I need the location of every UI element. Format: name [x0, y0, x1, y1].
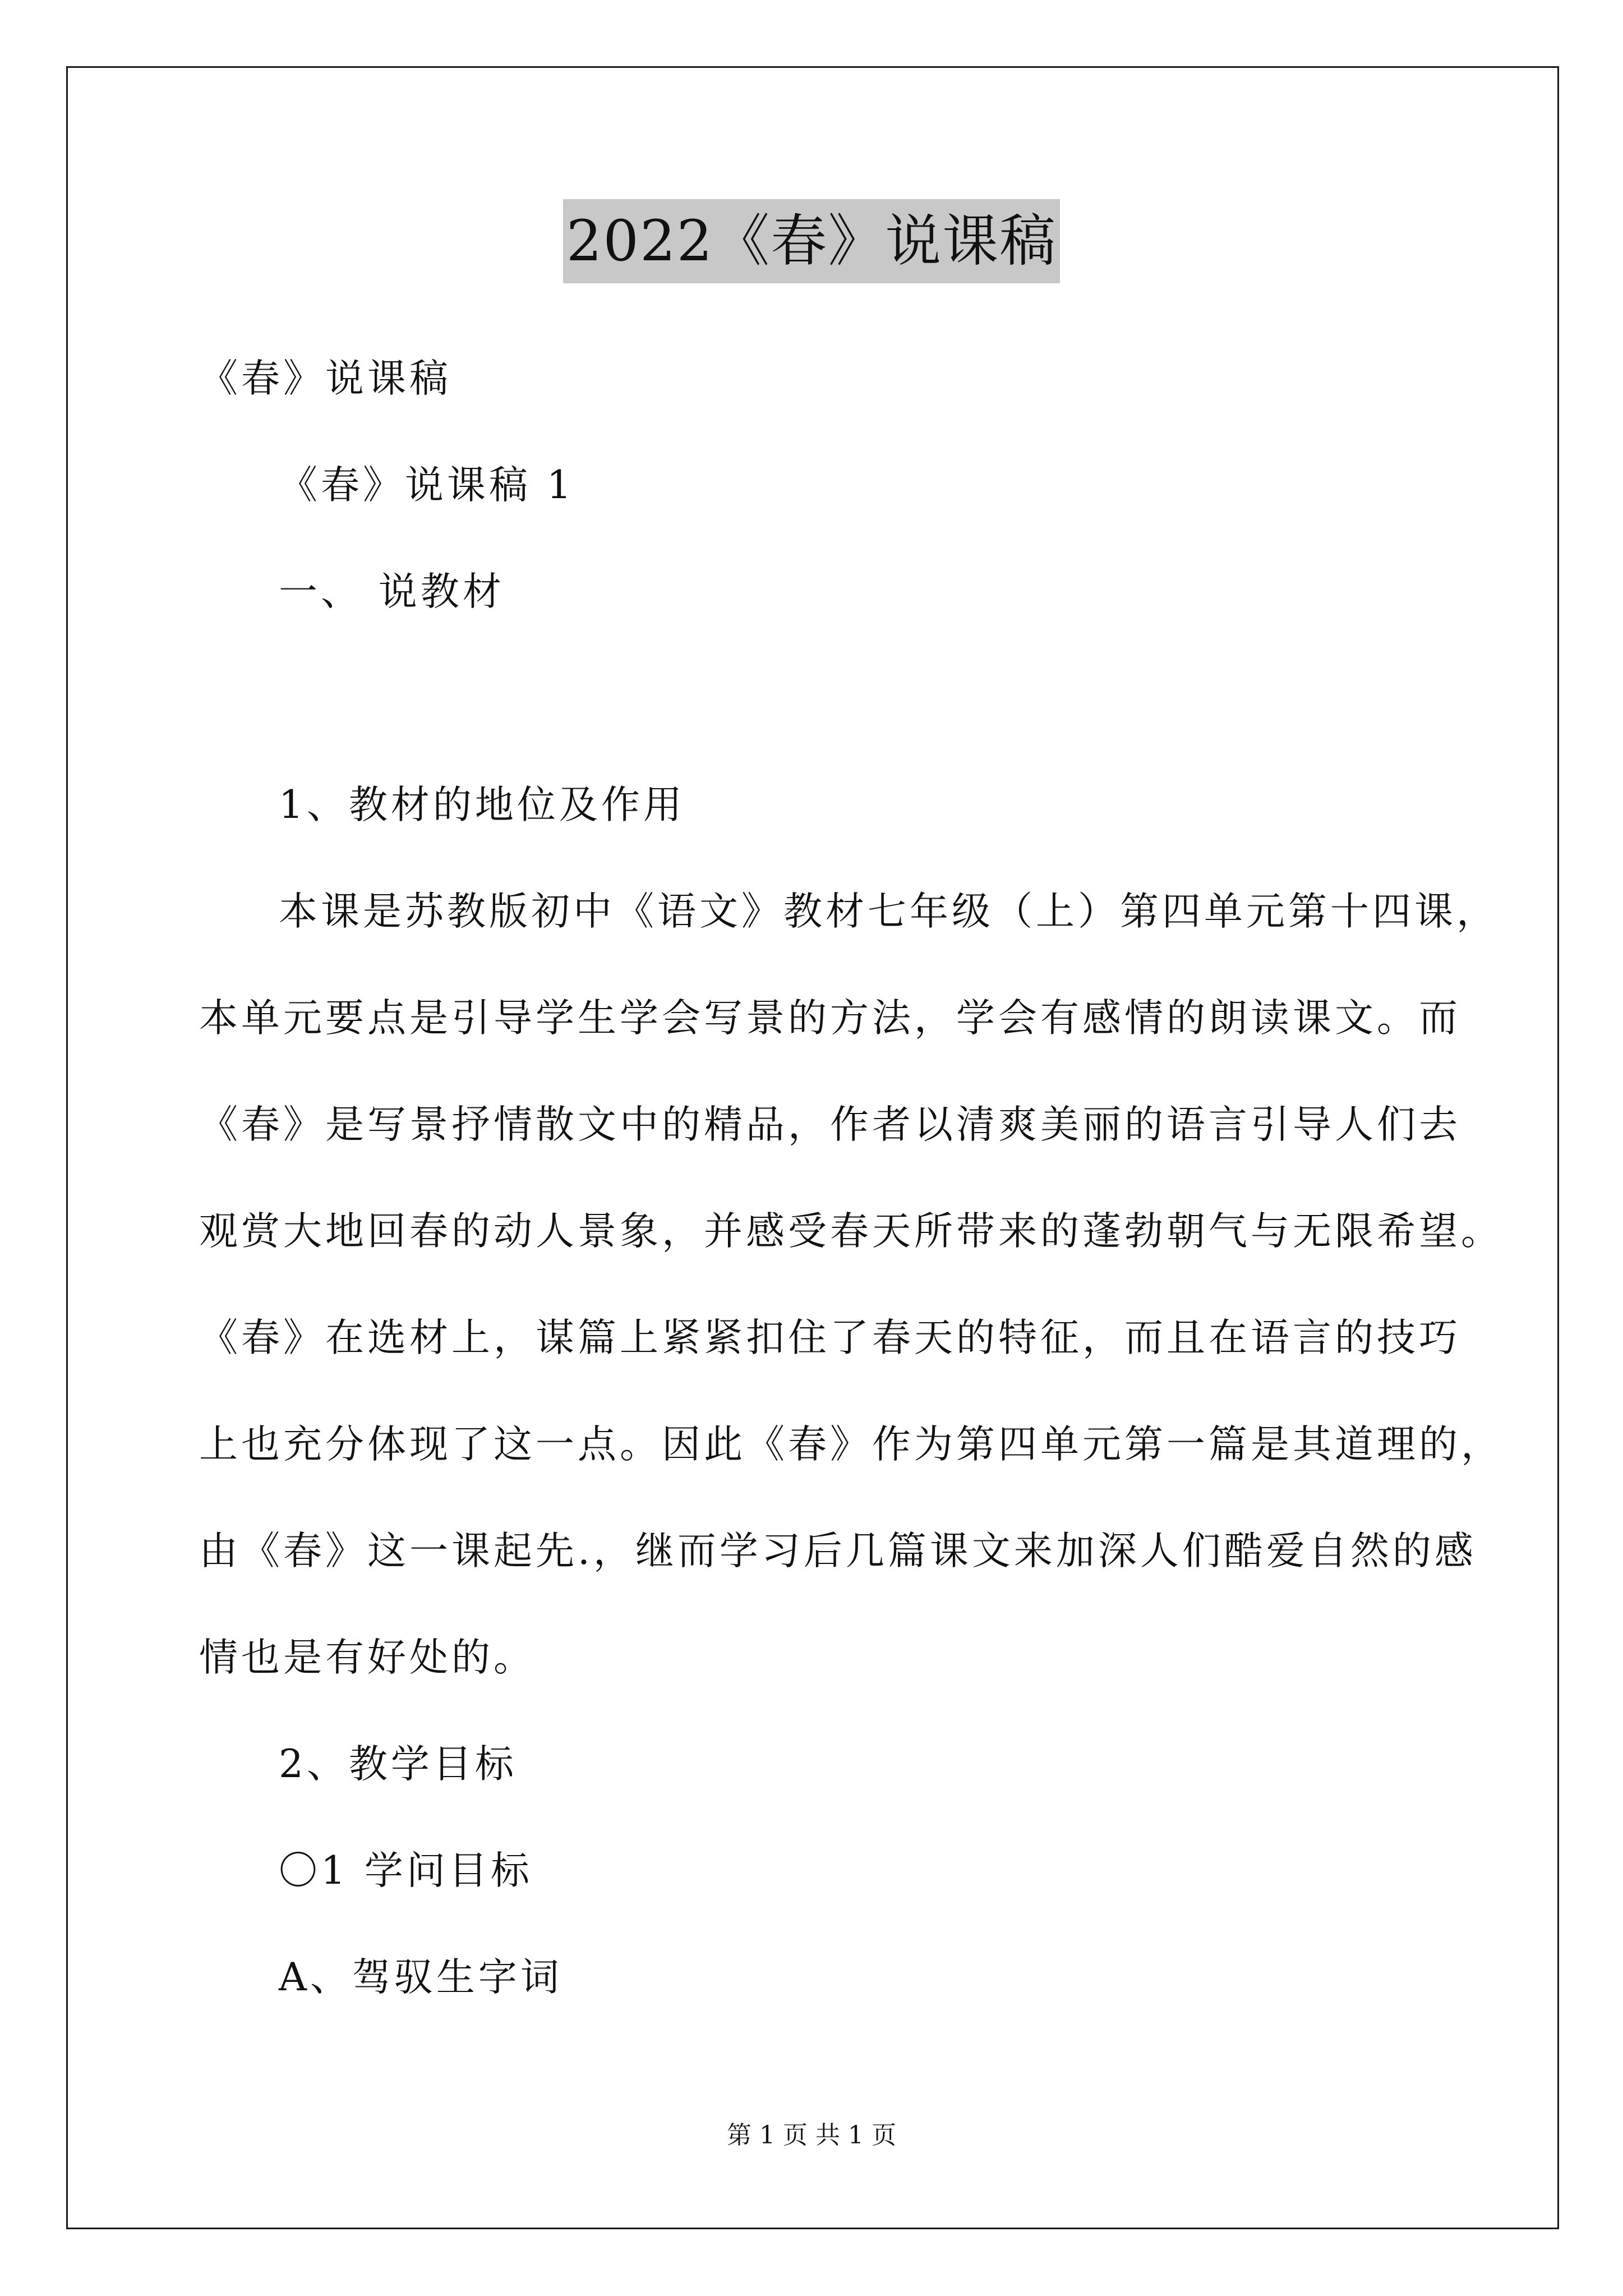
paragraph-line: 情也是有好处的。 [199, 1635, 536, 1680]
section-title: 《春》说课稿 1 [279, 463, 575, 508]
paragraph-line: 本单元要点是引导学生学会写景的方法，学会有感情的朗读课文。而 [199, 996, 1461, 1041]
heading-1-2-1: 〇1 学问目标 [279, 1848, 533, 1893]
title-container [0, 199, 1623, 283]
list-item-a: A、驾驭生字词 [279, 1955, 562, 2000]
paragraph-line: 由《春》这一课起先.，继而学习后几篇课文来加深人们酷爱自然的感 [199, 1529, 1477, 1573]
paragraph-line: 上也充分体现了这一点。因此《春》作为第四单元第一篇是其道理的， [199, 1422, 1503, 1467]
document-subtitle: 《春》说课稿 [199, 356, 451, 401]
heading-1-1: 1、教材的地位及作用 [279, 783, 685, 827]
document-title: 2022《春》说课稿 [563, 199, 1061, 283]
paragraph-line: 《春》在选材上，谋篇上紧紧扣住了春天的特征，而且在语言的技巧 [199, 1315, 1461, 1360]
paragraph-line: 《春》是写景抒情散文中的精品，作者以清爽美丽的语言引导人们去 [199, 1102, 1461, 1147]
paragraph-line: 本课是苏教版初中《语文》教材七年级（上）第四单元第十四课， [279, 889, 1498, 934]
heading-1: 一、 说教材 [279, 569, 505, 614]
paragraph-line: 观赏大地回春的动人景象，并感受春天所带来的蓬勃朝气与无限希望。 [199, 1209, 1503, 1254]
heading-1-2: 2、教学目标 [279, 1742, 517, 1787]
page-footer: 第 1 页 共 1 页 [727, 2121, 896, 2150]
